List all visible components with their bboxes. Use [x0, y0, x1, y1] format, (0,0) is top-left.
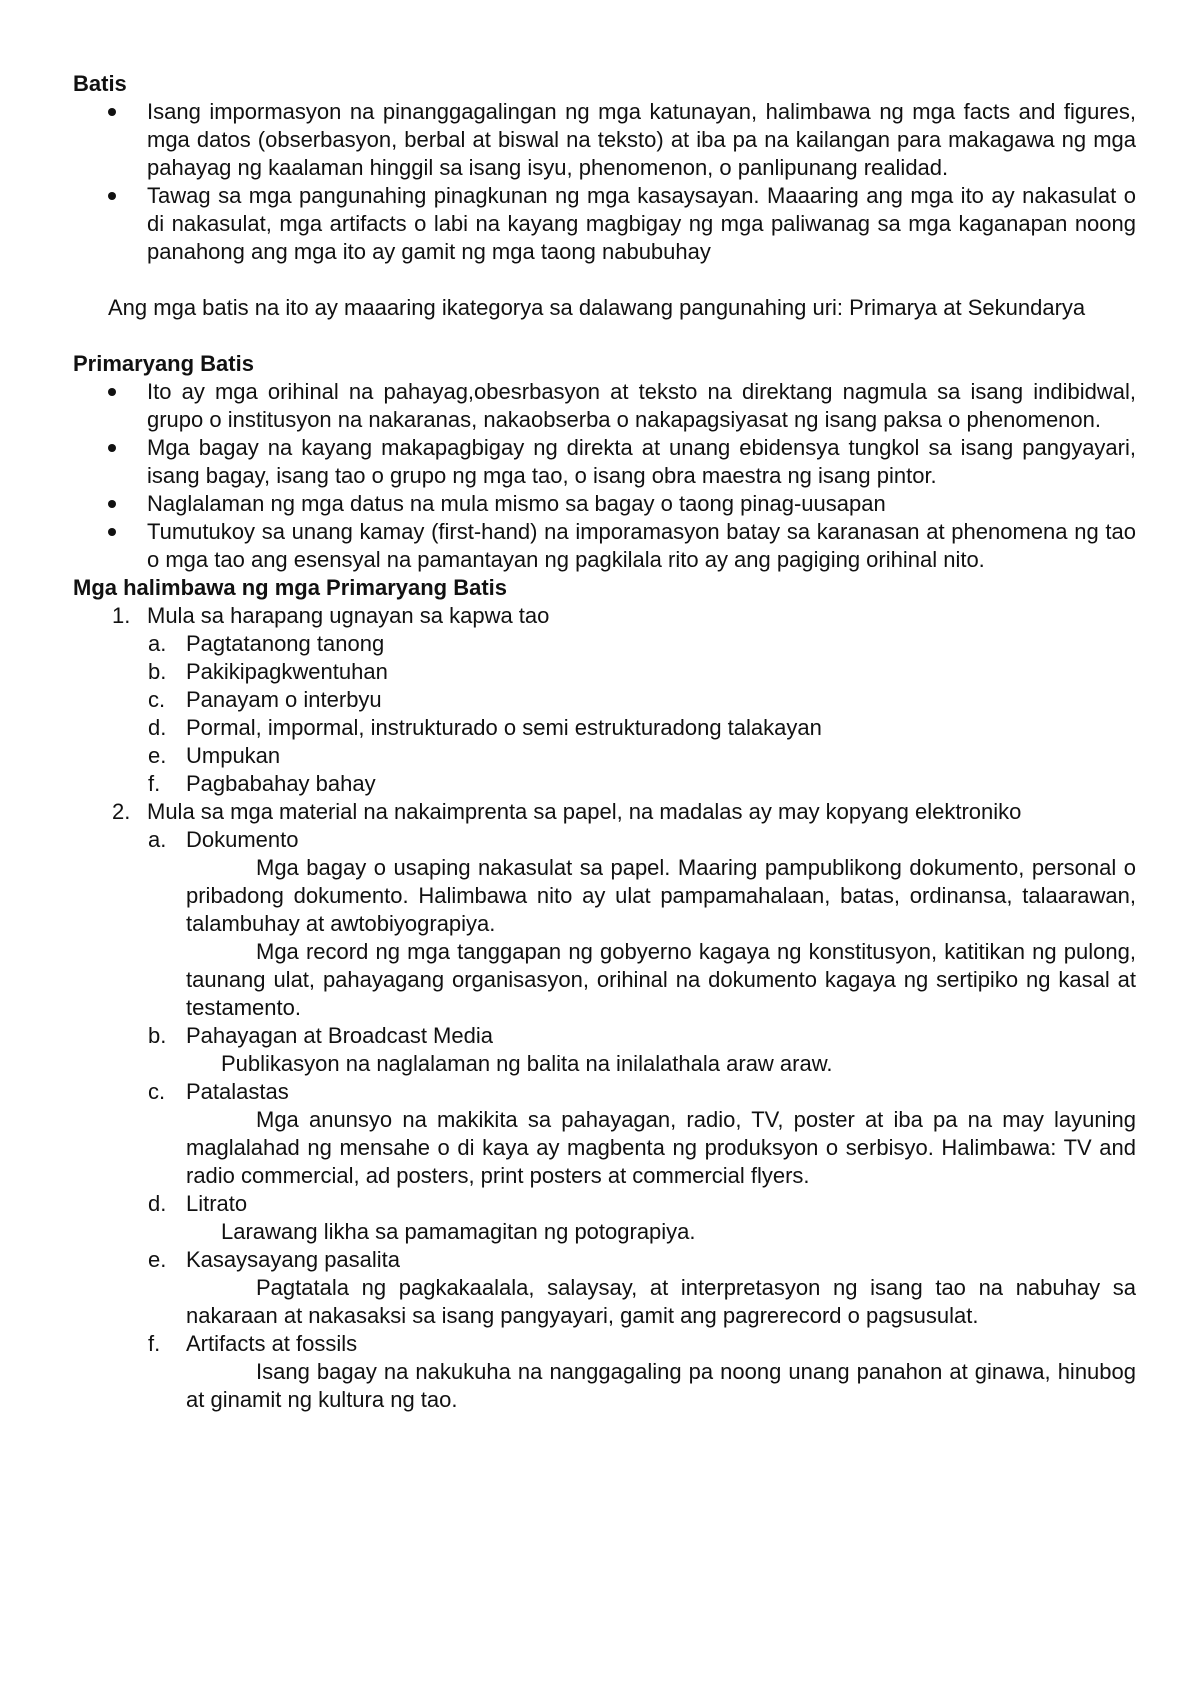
- item-letter: d.: [148, 1191, 167, 1216]
- lettered-item: [148, 1330, 1136, 1414]
- lettered-item: [148, 1190, 1136, 1246]
- item-letter: f.: [148, 1331, 161, 1356]
- item-description: Mga record ng mga tanggapan ng gobyerno kagaya ng konstitusyon, katitikan ng pulong, taunang ulat, pahayagang organisasyon, orihinal na dokumento kagaya ng sertipiko ng kasal at testamento.: [186, 939, 1136, 1020]
- item-label: Pagtatanong tanong: [186, 631, 385, 656]
- item-description: Pagtatala ng pagkakaalala, salaysay, at interpretasyon ng isang tao na nabuhay sa nakaraan at nakasaksi sa isang pangyayari, gamit ang pagrerecord o pagsusulat.: [186, 1275, 1136, 1328]
- item-label: Mula sa mga material na nakaimprenta sa papel, na madalas ay may kopyang elektroniko: [147, 799, 1022, 824]
- bullet-item: Tumutukoy sa unang kamay (first-hand) na imporamasyon batay sa karanasan at phenomena ng tao o mga tao ang esensyal na pamantayan ng pagkilala rito ay ang pagiging orihinal nito.: [147, 519, 1136, 572]
- lettered-list: [147, 826, 1136, 1414]
- item-letter: a.: [148, 827, 167, 852]
- item-label: Umpukan: [186, 743, 281, 768]
- halimbawa-heading: Mga halimbawa ng mga Primaryang Batis: [73, 575, 508, 600]
- item-letter: e.: [148, 743, 167, 768]
- item-description: Isang bagay na nakukuha na nanggagaling pa noong unang panahon at ginawa, hinubog at ginamit ng kultura ng tao.: [186, 1359, 1136, 1412]
- bullet-item: Mga bagay na kayang makapagbigay ng direkta at unang ebidensya tungkol sa isang pangyayari, isang bagay, isang tao o grupo ng mga tao, o isang obra maestra ng isang pintor.: [147, 435, 1136, 488]
- lettered-item: [148, 1078, 1136, 1190]
- numbered-item: [112, 798, 1136, 1414]
- item-label: Artifacts at fossils: [186, 1331, 358, 1356]
- lettered-item: [148, 686, 1136, 714]
- item-label: Pahayagan at Broadcast Media: [186, 1023, 493, 1048]
- item-label: Pakikipagkwentuhan: [186, 659, 388, 684]
- bullet-item: Isang impormasyon na pinanggagalingan ng mga katunayan, halimbawa ng mga facts and figures, mga datos (obserbasyon, berbal at biswal na teksto) at iba pa na kailangan para makagawa ng mga pahayag ng kaalaman hinggil sa isang isyu, phenomenon, o panlipunang realidad.: [147, 99, 1136, 180]
- item-number: 1.: [112, 603, 131, 628]
- item-label: Dokumento: [186, 827, 299, 852]
- numbered-item: [112, 602, 1136, 798]
- lettered-item: [148, 1246, 1136, 1330]
- lettered-item: [148, 826, 1136, 1022]
- item-letter: c.: [148, 1079, 166, 1104]
- item-label: Mula sa harapang ugnayan sa kapwa tao: [147, 603, 550, 628]
- item-label: Panayam o interbyu: [186, 687, 382, 712]
- item-label: Kasaysayang pasalita: [186, 1247, 401, 1272]
- item-letter: a.: [148, 631, 167, 656]
- batis-bullet-list: [73, 98, 1136, 266]
- item-description: Publikasyon na naglalaman ng balita na inilalathala araw araw.: [221, 1051, 833, 1076]
- primarya-heading: Primaryang Batis: [73, 351, 254, 376]
- item-letter: d.: [148, 715, 167, 740]
- primarya-bullet-list: [73, 378, 1136, 574]
- item-letter: f.: [148, 771, 161, 796]
- item-label: Pormal, impormal, instrukturado o semi estrukturadong talakayan: [186, 715, 822, 740]
- item-label: Patalastas: [186, 1079, 289, 1104]
- item-description: Mga anunsyo na makikita sa pahayagan, radio, TV, poster at iba pa na may layuning maglalahad ng mensahe o di kaya ay magbenta ng produksyon o serbisyo. Halimbawa: TV and radio commercial, ad posters, print posters at commercial flyers.: [186, 1107, 1136, 1188]
- bullet-item: Naglalaman ng mga datus na mula mismo sa bagay o taong pinag-uusapan: [147, 490, 1136, 518]
- item-letter: e.: [148, 1247, 167, 1272]
- bullet-item: Tawag sa mga pangunahing pinagkunan ng mga kasaysayan. Maaaring ang mga ito ay nakasulat o di nakasulat, mga artifacts o labi na kayang magbigay ng mga paliwanag sa mga kaganapan noong panahong ang mga ito ay gamit ng mga taong nabubuhay: [147, 183, 1136, 264]
- batis-heading: Batis: [73, 71, 127, 96]
- lettered-item: [148, 630, 1136, 658]
- item-number: 2.: [112, 799, 131, 824]
- lettered-item: [148, 1022, 1136, 1078]
- lettered-list: [147, 630, 1136, 798]
- lettered-item: [148, 770, 1136, 798]
- halimbawa-numbered-list: [73, 602, 1136, 1414]
- lettered-item: [148, 714, 1136, 742]
- item-letter: b.: [148, 659, 167, 684]
- item-description: Larawang likha sa pamamagitan ng potograpiya.: [221, 1219, 696, 1244]
- item-description: Mga bagay o usaping nakasulat sa papel. Maaring pampublikong dokumento, personal o pribadong dokumento. Halimbawa nito ay ulat pampamahalaan, batas, ordinansa, talaarawan, talambuhay at awtobiyograpiya.: [186, 855, 1136, 936]
- bullet-item: Ito ay mga orihinal na pahayag,obesrbasyon at teksto na direktang nagmula sa isang indibidwal, grupo o institusyon na nakaranas, nakaobserba o nakapagsiyasat ng isang paksa o phenomenon.: [147, 379, 1136, 432]
- batis-intro-paragraph: Ang mga batis na ito ay maaaring ikategorya sa dalawang pangunahing uri: Primarya at Sekundarya: [108, 295, 1086, 320]
- item-letter: b.: [148, 1023, 167, 1048]
- item-label: Pagbabahay bahay: [186, 771, 376, 796]
- lettered-item: [148, 658, 1136, 686]
- item-letter: c.: [148, 687, 166, 712]
- item-label: Litrato: [186, 1191, 248, 1216]
- lettered-item: [148, 742, 1136, 770]
